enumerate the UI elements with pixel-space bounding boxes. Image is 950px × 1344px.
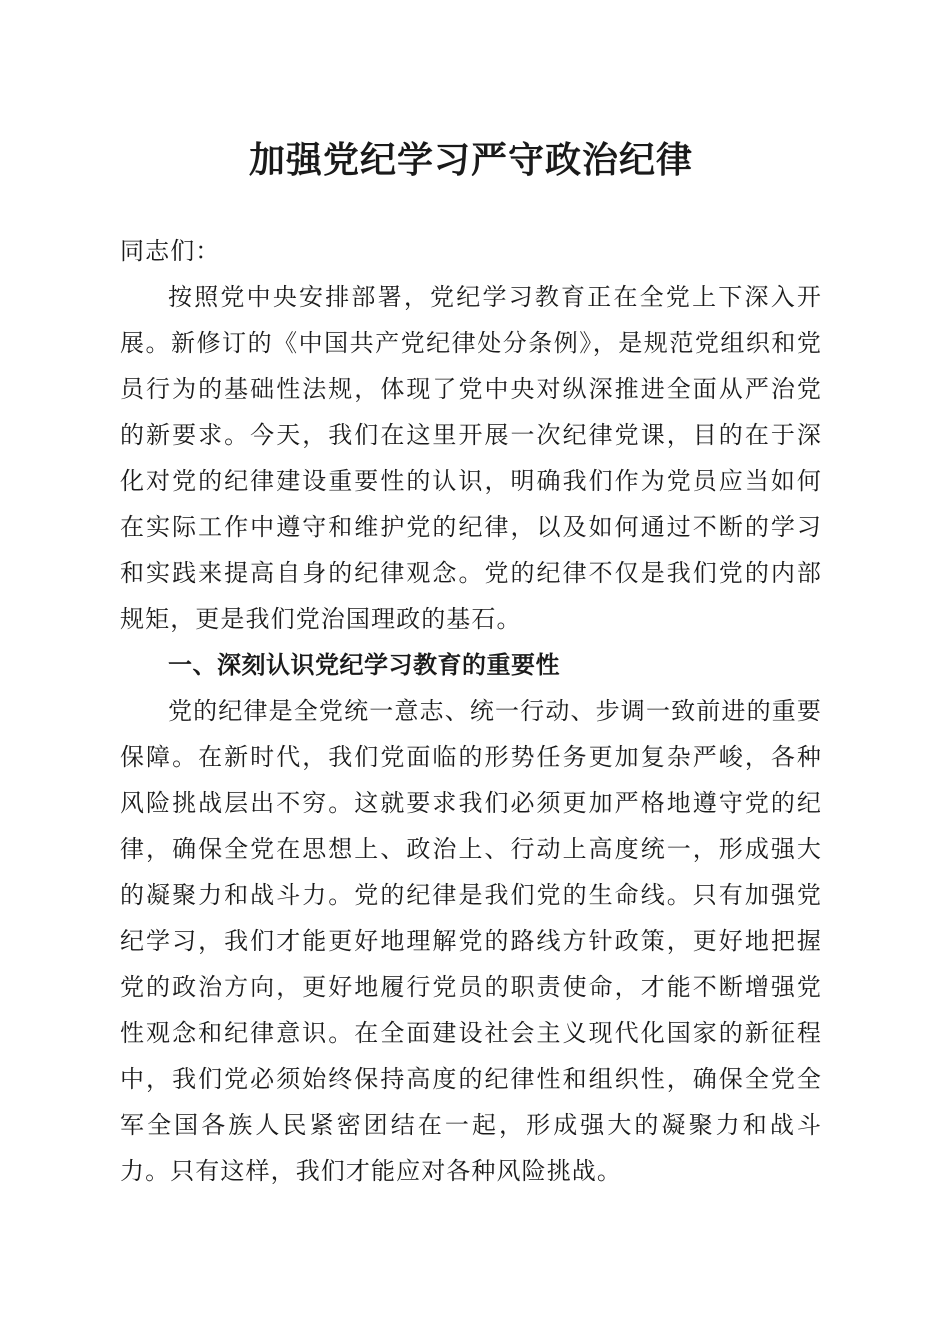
document-body: [120, 228, 822, 1194]
document-title: 加强党纪学习严守政治纪律: [248, 139, 693, 181]
section-paragraph: 党的纪律是全党统一意志、统一行动、步调一致前进的重要保障。在新时代，我们党面临的形势任务更加复杂严峻，各种风险挑战层出不穷。这就要求我们必须更加严格地遵守党的纪律，确保全党在思想上、政治上、行动上高度统一，形成强大的凝聚力和战斗力。党的纪律是我们党的生命线。只有加强党纪学习，我们才能更好地理解党的路线方针政策，更好地把握党的政治方向，更好地履行党员的职责使命，才能不断增强党性观念和纪律意识。在全面建设社会主义现代化国家的新征程中，我们党必须始终保持高度的纪律性和组织性，确保全党全军全国各族人民紧密团结在一起，形成强大的凝聚力和战斗力。只有这样，我们才能应对各种风险挑战。: [120, 697, 822, 1185]
intro-paragraph: 按照党中央安排部署，党纪学习教育正在全党上下深入开展。新修订的《中国共产党纪律处分条例》，是规范党组织和党员行为的基础性法规，体现了党中央对纵深推进全面从严治党的新要求。今天，我们在这里开展一次纪律党课，目的在于深化对党的纪律建设重要性的认识，明确我们作为党员应当如何在实际工作中遵守和维护党的纪律，以及如何通过不断的学习和实践来提高自身的纪律观念。党的纪律不仅是我们党的内部规矩，更是我们党治国理政的基石。: [120, 283, 822, 633]
salutation: 同志们：: [120, 237, 221, 265]
section-heading: 一、深刻认识党纪学习教育的重要性: [168, 651, 560, 679]
